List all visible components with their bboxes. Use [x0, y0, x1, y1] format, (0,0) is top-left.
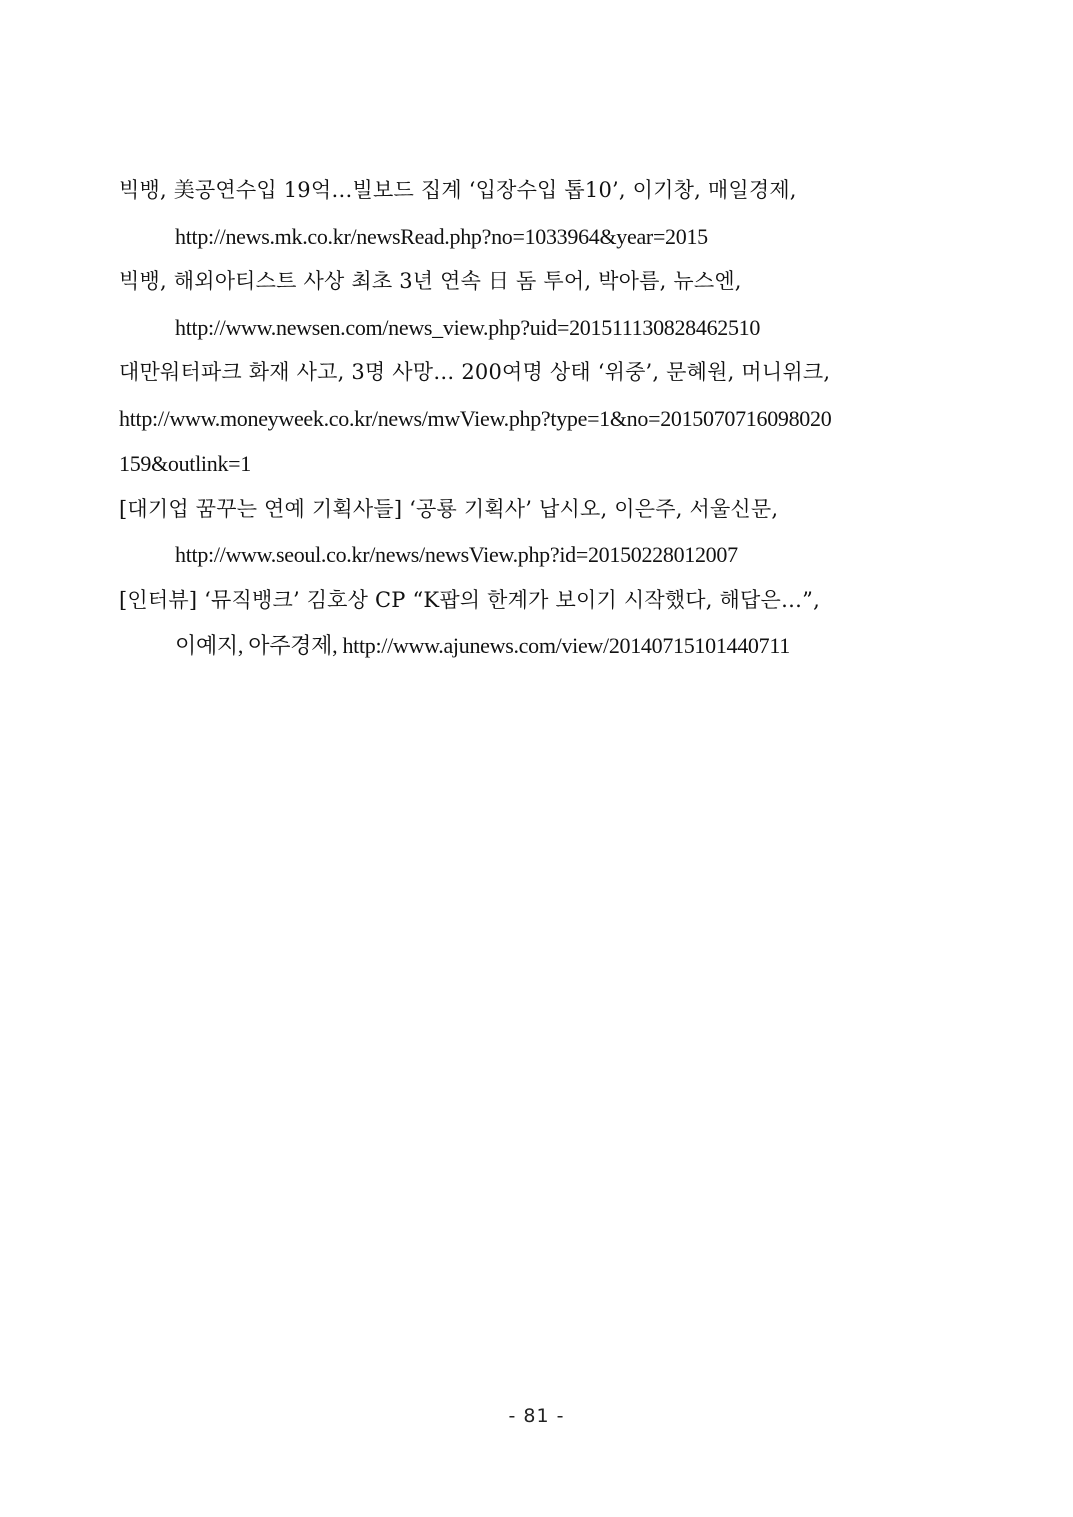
reference-entry: [119, 578, 969, 669]
reference-entry: [119, 350, 969, 487]
reference-title-line: 빅뱅, 해외아티스트 사상 최초 3년 연속 日 돔 투어, 박아름, 뉴스엔,: [119, 269, 742, 293]
reference-title-line: 빅뱅, 美공연수입 19억…빌보드 집계 ‘입장수입 톱10’, 이기창, 매일경제,: [119, 178, 797, 202]
reference-url-line: http://www.moneyweek.co.kr/news/mwView.php?type=1&no=2015070716098020: [119, 405, 832, 431]
reference-entry: [119, 487, 969, 578]
reference-url-line: http://www.newsen.com/news_view.php?uid=201511130828462510: [175, 314, 761, 340]
reference-entry: [119, 259, 969, 350]
page-number: - 81 -: [508, 1405, 565, 1427]
reference-title-line: 대만워터파크 화재 사고, 3명 사망… 200여명 상태 ‘위중’, 문혜원, 머니위크,: [119, 360, 831, 384]
reference-title-line: [대기업 꿈꾸는 연예 기획사들] ‘공룡 기획사’ 납시오, 이은주, 서울신문,: [119, 496, 779, 521]
reference-url-line: http://news.mk.co.kr/newsRead.php?no=1033964&year=2015: [175, 223, 708, 249]
reference-title-line: [인터뷰] ‘뮤직뱅크’ 김호상 CP “K팝의 한계가 보이기 시작했다, 해답은…”,: [119, 587, 820, 612]
reference-author-url-line: 이예지, 아주경제, http://www.ajunews.com/view/20140715101440711: [175, 633, 790, 658]
reference-entry: [119, 168, 969, 259]
reference-url-continuation: 159&outlink=1: [119, 451, 251, 476]
reference-url-line: http://www.seoul.co.kr/news/newsView.php?id=20150228012007: [175, 542, 738, 567]
reference-list: [119, 168, 969, 669]
